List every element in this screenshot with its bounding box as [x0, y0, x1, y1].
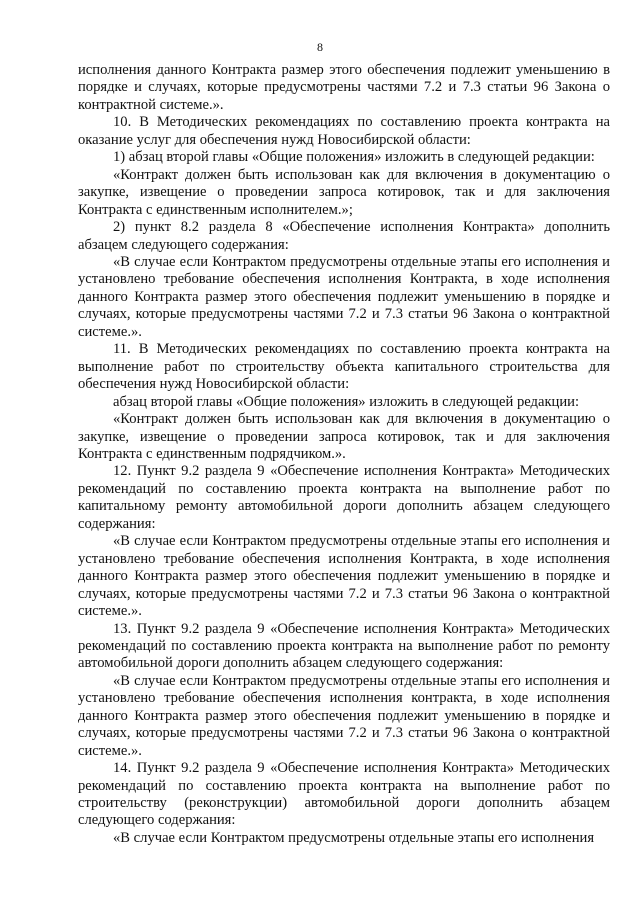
document-body [78, 62, 610, 847]
paragraph: «Контракт должен быть использован как для включения в документацию о закупке, извещение о проведении запроса котировок, так и для заключения Контракта с единственным исполнителем.»; [78, 166, 610, 218]
paragraph: 1) абзац второй главы «Общие положения» изложить в следующей редакции: [113, 149, 595, 166]
paragraph: «В случае если Контрактом предусмотрены отдельные этапы его исполнения и установлено требование обеспечения исполнения контракта, в ходе исполнения данного Контракта размер этого обеспечения подлежит уменьшению в порядке и случаях, которые предусмотрены частями 7.2 и 7.3 статьи 96 Закона о контрактной системе.». [78, 672, 610, 759]
paragraph: 2) пункт 8.2 раздела 8 «Обеспечение исполнения Контракта» дополнить абзацем следующего содержания: [78, 219, 610, 253]
paragraph: 11. В Методических рекомендациях по составлению проекта контракта на выполнение работ по строительству объекта капитального строительства для обеспечения нужд Новосибирской области: [78, 341, 610, 393]
paragraph: «В случае если Контрактом предусмотрены отдельные этапы его исполнения и установлено требование обеспечения исполнения Контракта, в ходе исполнения данного Контракта размер этого обеспечения подлежит уменьшению в порядке и случаях, которые предусмотрены частями 7.2 и 7.3 статьи 96 Закона о контрактной системе.». [78, 253, 610, 340]
paragraph: «В случае если Контрактом предусмотрены отдельные этапы его исполнения и установлено требование обеспечения исполнения Контракта, в ходе исполнения данного Контракта размер этого обеспечения подлежит уменьшению в порядке и случаях, которые предусмотрены частями 7.2 и 7.3 статьи 96 Закона о контрактной системе.». [78, 533, 610, 620]
paragraph: абзац второй главы «Общие положения» изложить в следующей редакции: [113, 393, 580, 410]
paragraph: 13. Пункт 9.2 раздела 9 «Обеспечение исполнения Контракта» Методических рекомендаций по составлению проекта контракта на выполнение работ по ремонту автомобильной дороги дополнить абзацем следующего содержания: [78, 620, 610, 672]
paragraph: 12. Пункт 9.2 раздела 9 «Обеспечение исполнения Контракта» Методических рекомендаций по составлению проекта контракта на выполнение работ по капитальному ремонту автомобильной дороги дополнить абзацем следующего содержания: [78, 463, 610, 532]
paragraph: «Контракт должен быть использован как для включения в документацию о закупке, извещение о проведении запроса котировок, так и для заключения Контракта с единственным подрядчиком.». [78, 411, 610, 462]
paragraph: 14. Пункт 9.2 раздела 9 «Обеспечение исполнения Контракта» Методических рекомендаций по составлению проекта контракта на выполнение работ по строительству (реконструкции) автомобильной дороги дополнить абзацем следующего содержания: [78, 760, 610, 829]
paragraph: 10. В Методических рекомендациях по составлению проекта контракта на оказание услуг для обеспечения нужд Новосибирской области: [78, 114, 610, 148]
paragraph: исполнения данного Контракта размер этого обеспечения подлежит уменьшению в порядке и случаях, которые предусмотрены частями 7.2 и 7.3 статьи 96 Закона о контрактной системе.». [78, 62, 610, 113]
paragraph: «В случае если Контрактом предусмотрены отдельные этапы его исполнения [113, 829, 595, 846]
page-number: 8 [317, 40, 323, 54]
